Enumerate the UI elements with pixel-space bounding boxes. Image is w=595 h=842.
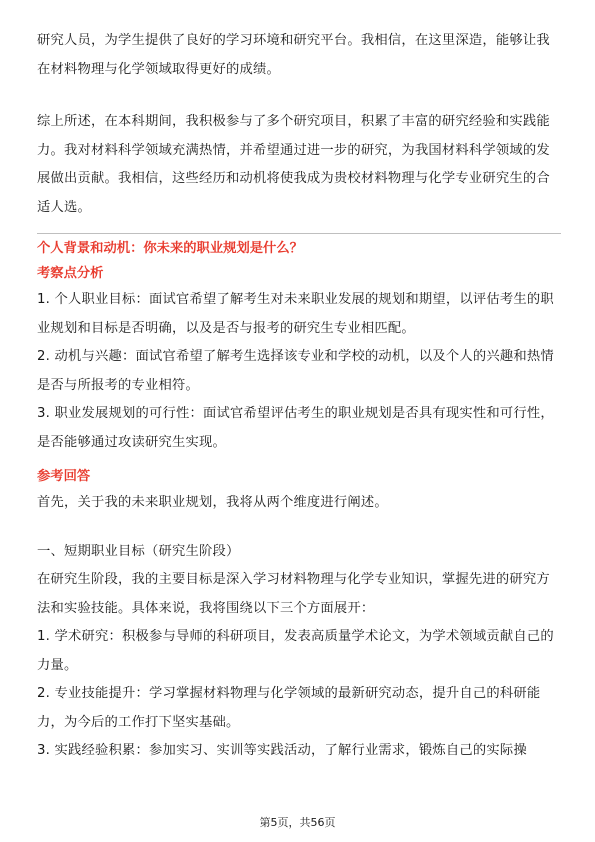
short-term-point: 2. 专业技能提升：学习掌握材料物理与化学领域的最新研究动态，提升自己的科研能力，为今后的工作打下坚实基础。 [37, 686, 541, 730]
question-heading: 个人背景和动机：你未来的职业规划是什么？ [37, 241, 303, 256]
document-page [37, 27, 561, 766]
analysis-point: 3. 职业发展规划的可行性：面试官希望评估考生的职业规划是否具有现实性和可行性，是否能够通过攻读研究生实现。 [37, 406, 554, 450]
section-divider [37, 233, 561, 234]
analysis-point: 2. 动机与兴趣：面试官希望了解考生选择该专业和学校的动机，以及个人的兴趣和热情是否与所报考的专业相符。 [37, 349, 554, 393]
answer-intro: 首先，关于我的未来职业规划，我将从两个维度进行阐述。 [37, 495, 388, 510]
short-term-heading: 一、短期职业目标（研究生阶段） [37, 543, 240, 559]
short-term-point: 3. 实践经验积累：参加实习、实训等实践活动，了解行业需求，锻炼自己的实际操 [37, 743, 527, 758]
short-term-intro: 在研究生阶段，我的主要目标是深入学习材料物理与化学专业知识，掌握先进的研究方法和实验技能。具体来说，我将围绕以下三个方面展开： [37, 572, 550, 616]
summary-paragraph: 综上所述，在本科期间，我积极参与了多个研究项目，积累了丰富的研究经验和实践能力。我对材料科学领域充满热情，并希望通过进一步的研究，为我国材料科学领域的发展做出贡献。我相信，这些经历和动机将使我成为贵校材料物理与化学专业研究生的合适人选。 [37, 114, 550, 215]
answer-heading: 参考回答 [37, 469, 91, 484]
analysis-heading: 考察点分析 [37, 266, 104, 281]
intro-continuation-paragraph: 研究人员，为学生提供了良好的学习环境和研究平台。我相信，在这里深造，能够让我在材料物理与化学领域取得更好的成绩。 [37, 33, 550, 77]
page-footer: 第5页，共56页 [259, 816, 336, 829]
short-term-point: 1. 学术研究：积极参与导师的科研项目，发表高质量学术论文，为学术领域贡献自己的力量。 [37, 629, 554, 673]
analysis-point: 1. 个人职业目标：面试官希望了解考生对未来职业发展的规划和期望，以评估考生的职业规划和目标是否明确，以及是否与报考的研究生专业相匹配。 [37, 292, 554, 336]
